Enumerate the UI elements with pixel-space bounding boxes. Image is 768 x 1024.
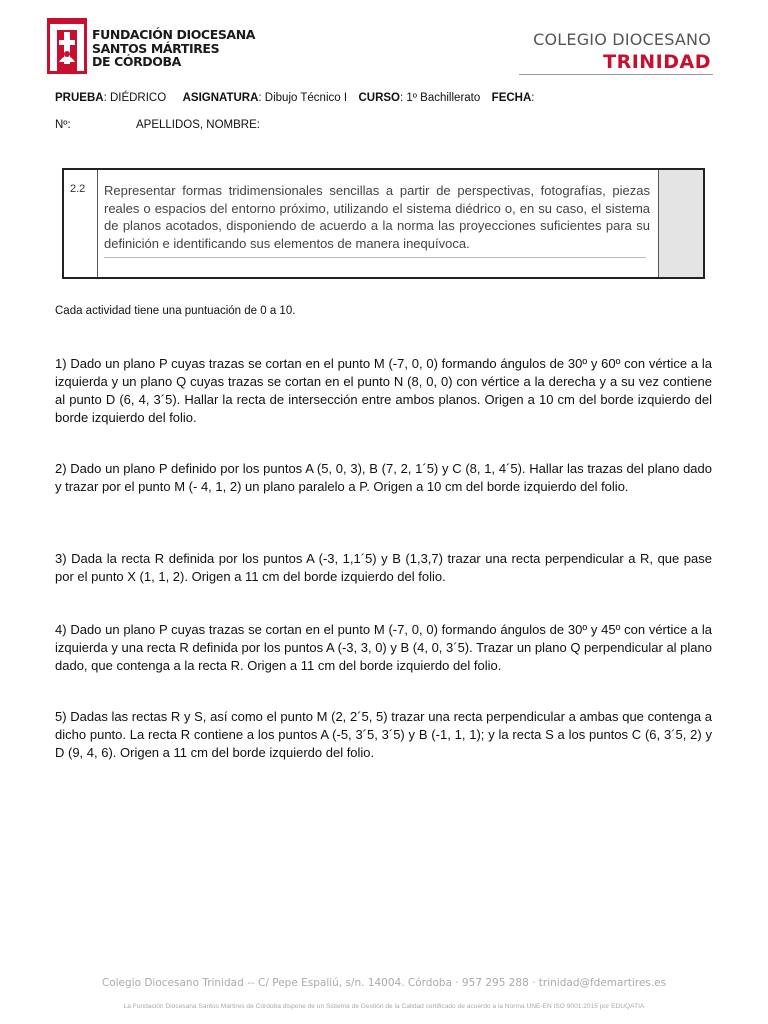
criterion-number: 2.2 <box>64 170 98 277</box>
school-subtitle: COLEGIO DIOCESANO <box>533 30 711 49</box>
criterion-box <box>62 168 705 279</box>
criterion-divider <box>104 257 646 258</box>
exercise-1: 1) Dado un plano P cuyas trazas se cortan en el punto M (-7, 0, 0) formando ángulos de 30º y 60º con vértice a la izquierda y un plano Q cuyas trazas se cortan en el punto N (8, 0, 0) con vértice a la derecha y a su vez contiene al punto D (6, 4, 3´5). Hallar la recta de intersección entre ambos planos. Origen a 10 cm del borde izquierdo del borde izquierdo del folio. <box>55 356 712 425</box>
exercise-4: 4) Dado un plano P cuyas trazas se cortan en el punto M (-7, 0, 0) formando ángulos de 30º y 45º con vértice a la izquierda y una recta R definida por los puntos A (-3, 3, 0) y B (4, 0, 3´5). Trazar un plano Q perpendicular al plano dado, que contenga a la recta R. Origen a 11 cm del borde izquierdo del folio. <box>55 622 712 673</box>
exercise-5: 5) Dadas las rectas R y S, así como el punto M (2, 2´5, 5) trazar una recta perpendicular a ambas que contenga a dicho punto. La recta R contiene a los puntos A (-5, 3´5, 3´5) y B (-1, 1, 1); y la recta S a los puntos C (6, 3´5, 2) y D (9, 4, 6). Origen a 11 cm del borde izquierdo del folio. <box>55 709 712 760</box>
exercise-3: 3) Dada la recta R definida por los puntos A (-3, 1,1´5) y B (1,3,7) trazar una recta perpendicular a R, que pase por el punto X (1, 1, 2). Origen a 11 cm del borde izquierdo del folio. <box>55 551 712 584</box>
foundation-line-3: DE CÓRDOBA <box>92 54 181 69</box>
exercise-2: 2) Dado un plano P definido por los puntos A (5, 0, 3), B (7, 2, 1´5) y C (8, 1, 4´5). Hallar las trazas del plano dado y trazar por el punto M (- 4, 1, 2) un plano paralelo a P. Origen a 10 cm del borde izquierdo del folio. <box>55 461 712 494</box>
name-label: APELLIDOS, NOMBRE: <box>136 119 260 131</box>
prueba-label: PRUEBA <box>55 92 104 104</box>
curso-value: : 1º Bachillerato <box>399 92 481 104</box>
cross-logo-icon <box>47 18 87 74</box>
prueba-value: : DIÉDRICO <box>103 92 167 104</box>
foundation-line-1: FUNDACIÓN DIOCESANA <box>92 27 256 42</box>
fecha-label: FECHA <box>491 92 532 104</box>
footer-quality: La Fundación Diocesana Santos Mártires de Córdoba dispone de un Sistema de Gestión de la Calidad certificado de acuerdo a la Norma UNE-EN ISO 9001:2015 por EDUQATIA <box>123 1003 645 1010</box>
exam-info-line <box>55 92 535 104</box>
curso-label: CURSO <box>358 92 400 104</box>
score-note: Cada actividad tiene una puntuación de 0 a 10. <box>55 305 296 317</box>
score-cell <box>658 170 703 277</box>
header-divider <box>519 74 713 75</box>
school-name: TRINIDAD <box>603 51 711 73</box>
footer-contact: Colegio Diocesano Trinidad -- C/ Pepe Espaliú, s/n. 14004. Córdoba · 957 295 288 · trinidad@fdemartires.es <box>101 977 667 989</box>
fecha-value: : <box>531 92 535 104</box>
asignatura-value: : Dibujo Técnico I <box>258 92 348 104</box>
criterion-cell <box>98 170 658 277</box>
foundation-line-2: SANTOS MÁRTIRES <box>92 40 220 56</box>
asignatura-label: ASIGNATURA <box>182 92 259 104</box>
foundation-name <box>92 28 255 69</box>
criterion-text: Representar formas tridimensionales sencillas a partir de perspectivas, fotografías, piezas reales o espacios del entorno próximo, utilizando el sistema diédrico o, en su caso, el sistema de planos acotados, disponiendo de acuerdo a la norma las proyecciones suficientes para su definición e identificando sus elementos de manera inequívoca. <box>104 183 650 251</box>
number-label: Nº: <box>55 119 71 131</box>
